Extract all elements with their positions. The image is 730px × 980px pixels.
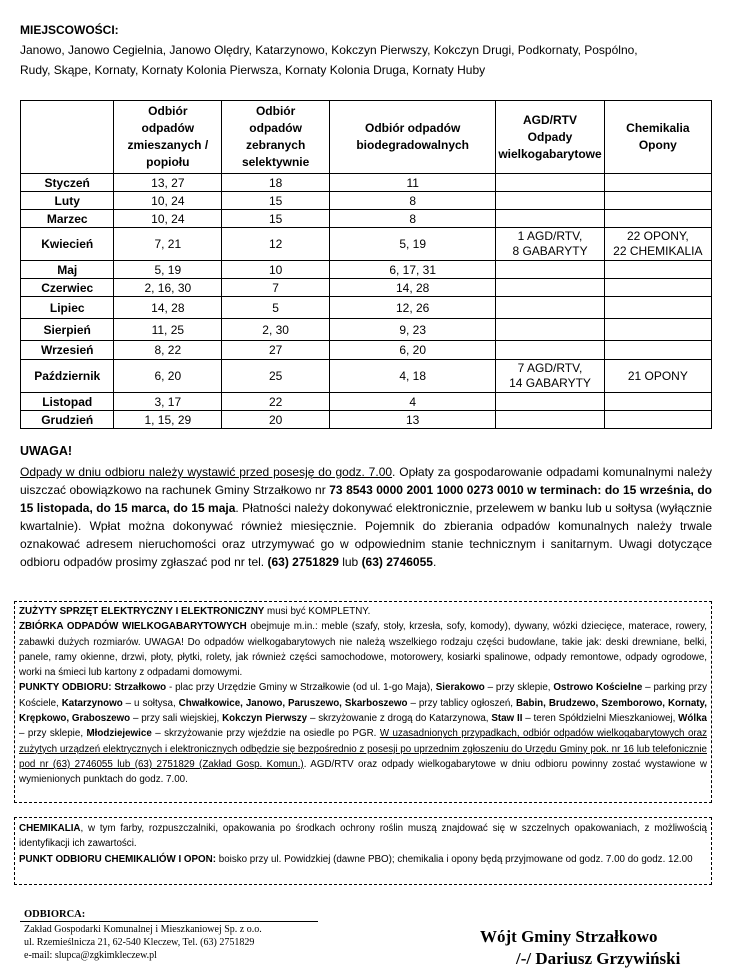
chem-cell [604, 411, 711, 429]
table-row [21, 297, 712, 319]
notice-account: 73 8543 0000 2001 1000 0273 0010 w terminach: do 15 września, do 15 listopada, do 15 marca, do 15 maja [20, 483, 712, 515]
selective-cell: 22 [222, 393, 330, 411]
recipient-email: e-mail: slupca@zgkimkleczew.pl [24, 950, 157, 961]
table-row [21, 210, 712, 228]
table-row [21, 341, 712, 360]
mixed-cell: 3, 17 [114, 393, 222, 411]
agd-cell [496, 341, 604, 360]
table-row [21, 279, 712, 297]
agd-line-1: 1 AGD/RTV, [517, 229, 583, 243]
header-chem [604, 101, 711, 174]
chem-cell [604, 393, 711, 411]
chemicals-point-heading: PUNKT ODBIORU CHEMIKALIÓW I OPON: [19, 853, 217, 865]
chem-cell [604, 174, 711, 192]
table-row [21, 228, 712, 261]
header-chem-line-1: Chemikalia [626, 121, 690, 135]
bio-cell: 8 [330, 192, 496, 210]
table-row [21, 192, 712, 210]
chem-cell [604, 261, 711, 279]
header-agd-line-1: AGD/RTV [523, 112, 578, 127]
bio-cell: 11 [330, 174, 496, 192]
chemicals-heading: CHEMIKALIA [19, 823, 81, 834]
table-row [21, 360, 712, 393]
signature-block [480, 926, 720, 970]
point-text: – skrzyżowanie z drogą do Katarzynowa, [307, 713, 492, 725]
selective-cell: 20 [222, 411, 330, 429]
chem-line-2: 22 CHEMIKALIA [613, 244, 703, 258]
bio-cell: 12, 26 [330, 297, 496, 319]
bio-cell: 14, 28 [330, 279, 496, 297]
point-text: – parking przy Kościele, [19, 682, 707, 709]
recipient-company: Zakład Gospodarki Komunalnej i Mieszkaniowej Sp. z o.o. [24, 924, 262, 935]
selective-cell: 15 [222, 210, 330, 228]
chemicals-paragraph [19, 821, 707, 852]
month-cell: Listopad [21, 393, 114, 411]
point-text: – u sołtysa, [122, 697, 179, 709]
recipient-title: ODBIORCA: [20, 908, 318, 922]
notice-section [20, 442, 712, 571]
agd-line-2: 8 GABARYTY [512, 244, 588, 258]
table-row [21, 393, 712, 411]
schedule-body [21, 174, 712, 429]
chem-line-1: 21 OPONY [627, 368, 688, 383]
point-text: – przy sali wiejskiej, [130, 713, 223, 725]
notice-end: . [432, 555, 437, 569]
mixed-cell: 7, 21 [114, 228, 222, 261]
notice-fees: . Opłaty za gospodarowanie odpadami komunalnymi należy uiszczać obowiązkowo na rachunek Gminy Strzałkowo nr [20, 465, 712, 497]
table-row [21, 174, 712, 192]
special-cases-text: W uzasadnionych przypadkach, odbiór odpadów wielkogabarytowych oraz zużytych urządzeń elektrycznych i elektronicznych odbędzie się bezpośrednio z posesji po uprzednim zgłoszeniu do Urzędu Gminy pok. nr 16 lub telefonicznie pod nr (63) 2746055 lub (63) 2751829 (Zakład Gosp. Komun.) [19, 728, 707, 770]
agd-line-1: 7 AGD/RTV, [517, 361, 583, 375]
bulky-text: obejmuje m.in.: meble (szafy, stoły, krzesła, sofy, komody), dywany, wózki dziecięce, materace, rowery, zabawki dużych rozmiarów. UWAGA! Do odpadów wielkogabarytowych nie należą wszelkiego rodzaju części budowlane, takie jak: deski drewniane, belki, panele, ramy okienne, drzwi, płoty, płytki, rolety, jak również części samochodowe, motorowery, kosiarki spalinowe, odpady remontowe, odpady ogrodowe, worki na śmieci lub kartony z odpadami domowymi. [19, 621, 708, 679]
month-cell: Październik [21, 360, 114, 393]
month-cell: Maj [21, 261, 114, 279]
recipient-address: ul. Rzemieślnicza 21, 62-540 Kleczew, Tel. (63) 2751829 [24, 937, 255, 948]
agd-cell [496, 360, 604, 393]
signature-title: Wójt Gminy Strzałkowo [480, 927, 658, 946]
header-bio: Odbiór odpadów biodegradowalnych [330, 101, 496, 174]
mixed-cell: 2, 16, 30 [114, 279, 222, 297]
agd-cell [496, 393, 604, 411]
mixed-cell: 14, 28 [114, 297, 222, 319]
localities-line-2: Rudy, Skąpe, Kornaty, Kornaty Kolonia Pierwsza, Kornaty Kolonia Druga, Kornaty Huby [20, 63, 486, 77]
chem-cell [604, 228, 711, 261]
selective-cell: 5 [222, 297, 330, 319]
mixed-cell: 10, 24 [114, 192, 222, 210]
bio-cell: 5, 19 [330, 228, 496, 261]
bio-cell: 9, 23 [330, 319, 496, 341]
point-name: Chwałkowice, Janowo, Paruszewo, Skarboszewo [178, 697, 408, 709]
agd-cell [496, 261, 604, 279]
header-month [21, 101, 114, 174]
notice-deadline: Odpady w dniu odbioru należy wystawić przed posesję do godz. 7.00 [20, 465, 393, 479]
month-cell: Lipiec [21, 297, 114, 319]
mixed-cell: 13, 27 [114, 174, 222, 192]
point-name: Babin, Brudzewo, Szemborowo, Kornaty, Krępkowo, Graboszewo [19, 697, 707, 725]
chem-cell [604, 297, 711, 319]
electronics-heading: ZUŻYTY SPRZĘT ELEKTRYCZNY I ELEKTRONICZNY [19, 606, 265, 617]
selective-cell: 10 [222, 261, 330, 279]
selective-cell: 18 [222, 174, 330, 192]
bio-cell: 4 [330, 393, 496, 411]
electronics-text: musi być KOMPLETNY. [264, 606, 371, 617]
mixed-cell: 10, 24 [114, 210, 222, 228]
agd-cell [496, 297, 604, 319]
point-text: – przy sklepie, [484, 682, 554, 694]
agd-cell [496, 319, 604, 341]
mixed-cell: 8, 22 [114, 341, 222, 360]
header-chem-line-2: Opony [638, 138, 677, 152]
selective-cell: 15 [222, 192, 330, 210]
final-note: . AGD/RTV oraz odpady wielkogabarytowe w dniu odbioru powinny zostać wystawione w wymienionych punktach do godz. 7.00. [19, 758, 707, 786]
chem-cell [604, 341, 711, 360]
agd-cell [496, 192, 604, 210]
header-mixed: Odbiór odpadów zmieszanych / popiołu [114, 101, 222, 174]
selective-cell: 27 [222, 341, 330, 360]
month-cell: Sierpień [21, 319, 114, 341]
chemicals-point-paragraph [19, 852, 707, 867]
table-row [21, 411, 712, 429]
point-name: Staw II [491, 713, 523, 725]
agd-cell [496, 411, 604, 429]
notice-title: UWAGA! [20, 444, 73, 458]
mixed-cell: 6, 20 [114, 360, 222, 393]
month-cell: Wrzesień [21, 341, 114, 360]
selective-cell: 2, 30 [222, 319, 330, 341]
bio-cell: 6, 20 [330, 341, 496, 360]
notice-body [20, 463, 712, 571]
point-name: Kokczyn Pierwszy [222, 713, 308, 725]
month-cell: Czerwiec [21, 279, 114, 297]
agd-cell [496, 174, 604, 192]
chem-cell [604, 279, 711, 297]
mixed-cell: 5, 19 [114, 261, 222, 279]
point-name: Młodziejewice [86, 728, 152, 740]
chem-cell [604, 192, 711, 210]
bulky-heading: ZBIÓRKA ODPADÓW WIELKOGABARYTOWYCH [19, 621, 247, 633]
electronics-bulky-box [14, 601, 712, 803]
schedule-table [20, 100, 712, 429]
month-cell: Luty [21, 192, 114, 210]
month-cell: Kwiecień [21, 228, 114, 261]
selective-cell: 25 [222, 360, 330, 393]
collection-points-paragraph [19, 680, 707, 787]
header-agd-line-2: Odpady [527, 129, 573, 144]
recipient-block [20, 908, 320, 962]
chemicals-box [14, 817, 712, 885]
notice-phone-2: (63) 2746055 [361, 555, 433, 569]
bio-cell: 4, 18 [330, 360, 496, 393]
point-name: Ostrowo Kościelne [553, 682, 643, 694]
points-text: - plac przy Urzędzie Gminy w Strzałkowie (od ul. 1-go Maja), [166, 682, 436, 694]
agd-line-2: 14 GABARYTY [509, 376, 591, 390]
chem-line-1: 22 OPONY, [626, 229, 689, 243]
point-name: Katarzynowo [61, 697, 123, 709]
point-name: Sierakowo [435, 682, 485, 694]
table-row [21, 261, 712, 279]
signature-name: /-/ Dariusz Grzywiński [516, 949, 681, 968]
agd-cell [496, 210, 604, 228]
point-text: – przy sklepie, [19, 728, 87, 740]
localities-line-1: Janowo, Janowo Cegielnia, Janowo Olędry, Katarzynowo, Kokczyn Pierwszy, Kokczyn Drugi, Podkornaty, Pospólno, [20, 43, 638, 57]
selective-cell: 7 [222, 279, 330, 297]
month-cell: Styczeń [21, 174, 114, 192]
table-row [21, 319, 712, 341]
bulky-paragraph [19, 619, 707, 680]
point-text: – skrzyżowanie przy wjeździe na osiedle po PGR. [151, 728, 380, 740]
selective-cell: 12 [222, 228, 330, 261]
header-selective: Odbiór odpadów zebranych selektywnie [222, 101, 330, 174]
point-text: – teren Spółdzielni Mieszkaniowej, [522, 713, 679, 725]
chemicals-text: , w tym farby, rozpuszczalniki, opakowania po środkach ochrony roślin muszą znajdować się w szczelnych opakowaniach, z możliwością identyfikacji ich zawartości. [19, 823, 707, 850]
chem-cell [604, 360, 711, 393]
agd-cell [496, 279, 604, 297]
point-name: Wólka [678, 713, 707, 725]
mixed-cell: 11, 25 [114, 319, 222, 341]
chem-cell [604, 210, 711, 228]
header-agd-line-3: wielkogabarytowe [498, 146, 602, 161]
header-agd [496, 101, 604, 174]
bio-cell: 8 [330, 210, 496, 228]
points-heading: PUNKTY ODBIORU: Strzałkowo [19, 682, 167, 694]
month-cell: Marzec [21, 210, 114, 228]
bio-cell: 6, 17, 31 [330, 261, 496, 279]
agd-cell [496, 228, 604, 261]
notice-payments: . Płatności należy dokonywać elektronicznie, przelewem w banku lub u sołtysa (wyłącznie kwartalnie). Wpłat można dokonywać również miesięcznie. Pojemnik do zbierania odpadów komunalnych należy trwale oznakować adresem nieruchomości oraz utrzymywać go w odpowiednim stanie technicznym i sanitarnym. Uwagi dotyczące odbioru odpadów prosimy zgłaszać pod nr tel. [20, 501, 713, 569]
localities-title: MIEJSCOWOŚCI: [20, 23, 119, 37]
localities-section [20, 20, 720, 80]
month-cell: Grudzień [21, 411, 114, 429]
bio-cell: 13 [330, 411, 496, 429]
chem-cell [604, 319, 711, 341]
notice-phone-1: (63) 2751829 [267, 555, 339, 569]
chemicals-point-text: boisko przy ul. Powidzkiej (dawne PBO); chemikalia i opony będą przyjmowane od godz. 7.00 do godz. 12.00 [216, 853, 693, 865]
notice-or: lub [338, 555, 362, 569]
electronics-line [19, 604, 707, 619]
point-text: – przy tablicy ogłoszeń, [407, 697, 516, 709]
mixed-cell: 1, 15, 29 [114, 411, 222, 429]
